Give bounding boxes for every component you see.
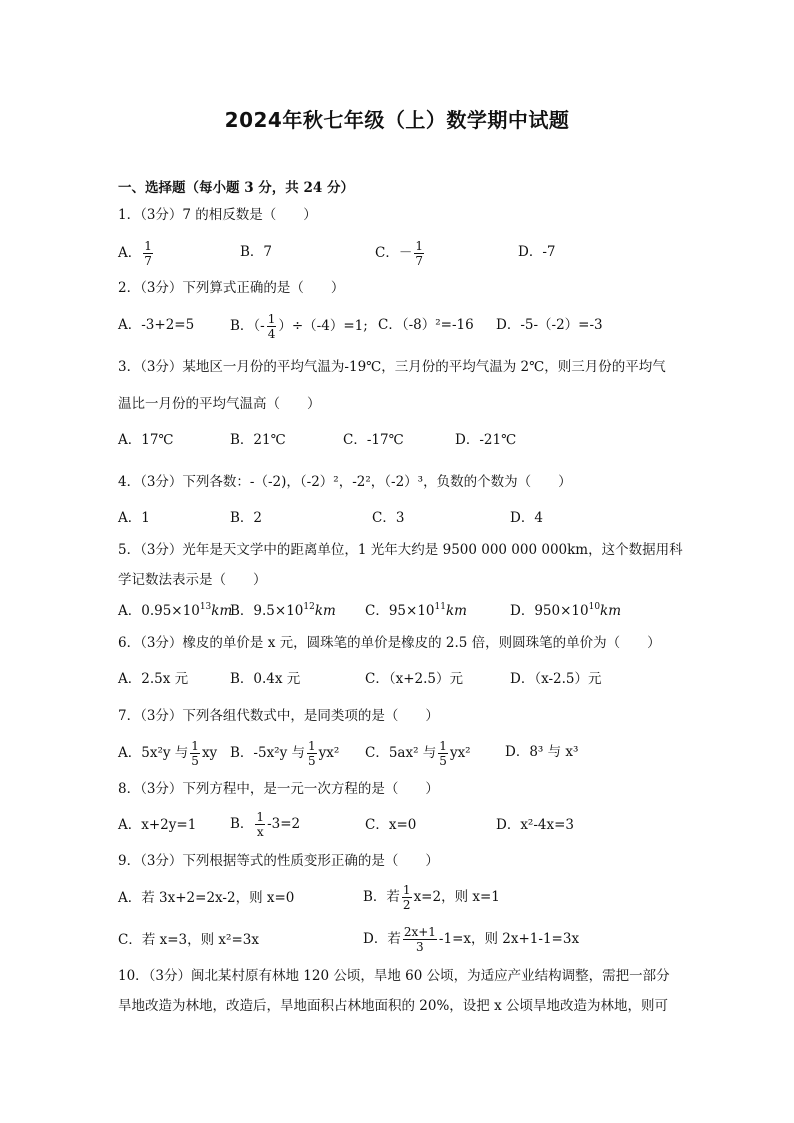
question-5-option-a: A．$0.95\times 10^{13}km$ xyxy=(118,602,233,619)
question-4-option-d: D．4 xyxy=(510,510,543,526)
question-1-option-c: C．－ $\frac{1}{7}$ xyxy=(375,239,423,268)
question-9-option-d: D．若 $\frac{2x+1}{3}$ -1=x，则 2x+1-1=3x xyxy=(363,925,580,954)
question-2-option-c: C．（-8）²=-16 xyxy=(378,317,474,333)
fraction: $\frac{1}{7}$ xyxy=(415,239,423,268)
question-9-stem: 9．（3分）下列根据等式的性质变形正确的是（ ） xyxy=(118,853,439,869)
question-7-stem: 7．（3分）下列各组代数式中，是同类项的是（ ） xyxy=(118,708,439,724)
question-6-option-c: C．（x+2.5）元 xyxy=(365,671,463,687)
question-4-option-c: C．3 xyxy=(372,510,405,526)
question-8-option-d: D．x²-4x=3 xyxy=(496,817,575,833)
question-6-stem: 6．（3分）橡皮的单价是 x 元，圆珠笔的单价是橡皮的 2.5 倍，则圆珠笔的单价为（ ） xyxy=(118,635,661,651)
question-7-option-c: C．5ax² 与 $\frac{1}{5}$ yx² xyxy=(365,739,471,768)
question-5-option-d: D．$950\times 10^{10}km$ xyxy=(510,602,622,619)
question-10-stem-line-2: 旱地改造为林地，改造后，旱地面积占林地面积的 20%，设把 x 公顷旱地改造为林地，则可 xyxy=(118,998,668,1014)
question-1-option-d: D．-7 xyxy=(518,244,556,260)
question-4-option-b: B．2 xyxy=(230,510,263,526)
fraction: $\frac{1}{5}$ xyxy=(439,739,447,768)
question-9-option-b: B．若 $\frac{1}{2}$ x=2，则 x=1 xyxy=(363,883,500,912)
question-1-option-a: A． $\frac{1}{7}$ xyxy=(118,239,152,268)
question-6-option-d: D．（x-2.5）元 xyxy=(510,671,602,687)
question-3-option-d: D．-21℃ xyxy=(455,432,517,448)
page-title: 2024年秋七年级（上）数学期中试题 xyxy=(224,108,570,132)
question-10-stem-line-1: 10．（3分）闽北某村原有林地 120 公顷，旱地 60 公顷，为适应产业结构调整，需把一部分 xyxy=(118,968,670,984)
question-7-option-d: D．8³ 与 x³ xyxy=(505,744,579,760)
fraction: $\frac{1}{x}$ xyxy=(256,810,265,839)
question-8-option-a: A．x+2y=1 xyxy=(118,817,197,833)
question-8-option-b: B． $\frac{1}{x}$ -3=2 xyxy=(230,810,301,839)
question-2-option-a: A．-3+2=5 xyxy=(118,317,195,333)
question-1-option-b: B．7 xyxy=(240,244,273,260)
question-6-option-b: B．0.4x 元 xyxy=(230,671,301,687)
section-heading: 一、选择题（每小题 3 分，共 24 分） xyxy=(118,180,354,196)
fraction: $\frac{1}{5}$ xyxy=(191,739,199,768)
question-9-option-a: A．若 3x+2=2x-2，则 x=0 xyxy=(118,890,295,906)
question-8-stem: 8．（3分）下列方程中，是一元一次方程的是（ ） xyxy=(118,781,439,797)
question-6-option-a: A．2.5x 元 xyxy=(118,671,189,687)
fraction: $\frac{2x+1}{3}$ xyxy=(403,925,436,954)
question-5-stem-line-1: 5．（3分）光年是天文学中的距离单位，1 光年大约是 9500 000 000 000km，这个数据用科 xyxy=(118,542,683,558)
question-4-option-a: A．1 xyxy=(118,510,150,526)
question-7-option-a: A．5x²y 与 $\frac{1}{5}$ xy xyxy=(118,739,218,768)
question-2-option-b: B．（- $\frac{1}{4}$ ）÷（-4）=1; xyxy=(230,312,368,341)
question-3-stem-line-1: 3．（3分）某地区一月份的平均气温为-19℃，三月份的平均气温为 2℃，则三月份的平均气 xyxy=(118,359,666,375)
question-7-option-b: B．-5x²y 与 $\frac{1}{5}$ yx² xyxy=(230,739,340,768)
question-5-option-c: C．$95\times 10^{11}km$ xyxy=(365,602,467,619)
fraction: $\frac{1}{2}$ xyxy=(402,883,411,912)
question-9-option-c: C．若 x=3，则 x²=3x xyxy=(118,932,259,948)
fraction: $\frac{1}{5}$ xyxy=(308,739,316,768)
question-3-stem-line-2: 温比一月份的平均气温高（ ） xyxy=(118,396,321,412)
question-2-stem: 2．（3分）下列算式正确的是（ ） xyxy=(118,280,345,296)
fraction: $\frac{1}{4}$ xyxy=(267,312,276,341)
question-8-option-c: C．x=0 xyxy=(365,817,417,833)
question-5-option-b: B．$9.5\times 10^{12}km$ xyxy=(230,602,336,619)
fraction: $\frac{1}{7}$ xyxy=(144,239,152,268)
question-2-option-d: D．-5-（-2）=-3 xyxy=(496,317,603,333)
question-1-stem: 1．（3分）7 的相反数是（ ） xyxy=(118,207,317,223)
question-3-option-c: C．-17℃ xyxy=(343,432,404,448)
question-3-option-a: A．17℃ xyxy=(118,432,174,448)
question-5-stem-line-2: 学记数法表示是（ ） xyxy=(118,572,267,588)
question-3-option-b: B．21℃ xyxy=(230,432,286,448)
question-4-stem: 4．（3分）下列各数：-（-2)，（-2）²，-2²，（-2）³，负数的个数为（ ） xyxy=(118,474,572,490)
